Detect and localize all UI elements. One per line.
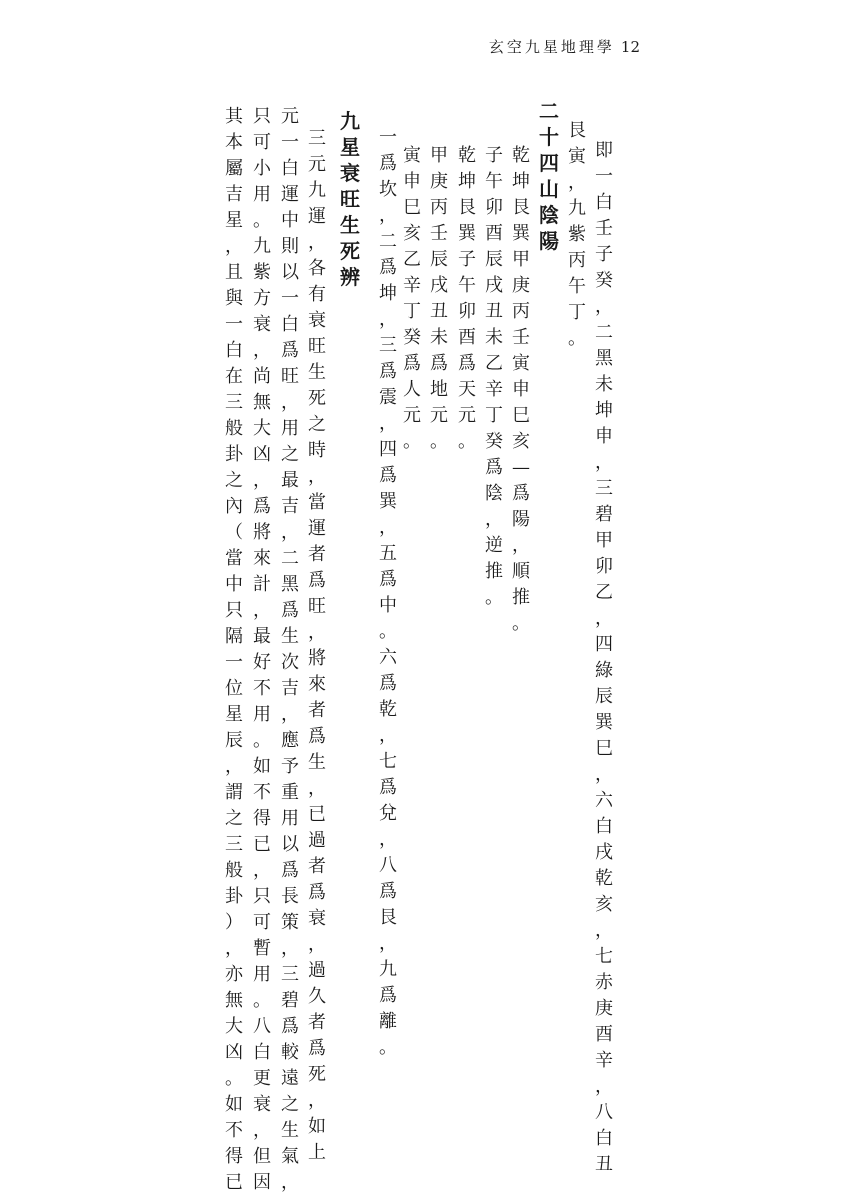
book-title: 玄空九星地理學 [488,38,615,56]
section-heading: 二 十 四 山 陰 陽 [539,99,559,253]
text-column: 三 元 九 運 ， 各 有 衰 旺 生 死 之 時 ， 當 運 者 爲 旺 ， 將 來 者 爲 生 ， 已 過 者 爲 衰 ， 過 久 者 爲 死 ， 如 上 [308,128,326,1163]
text-column: 艮 寅 ， 九 紫 丙 午 丁 。 [568,120,586,349]
text-column: 元 一 白 運 中 則 以 一 白 爲 旺 ， 用 之 最 吉 ， 二 黑 爲 生 次 吉 ， 應 予 重 用 以 爲 長 策 ， 三 碧 爲 較 遠 之 生 氣 ， [281,106,299,1193]
text-column: 只 可 小 用 。 九 紫 方 衰 ， 尚 無 大 凶 ， 爲 將 來 計 ， 最 好 不 用 。 如 不 得 已 ， 只 可 暫 用 。 八 白 更 衰 ， 但 因 [253,106,271,1193]
section-heading: 九 星 衰 旺 生 死 辨 [340,109,360,289]
page-number: 12 [620,38,640,56]
text-column: 甲 庚 丙 壬 辰 戌 丑 未 爲 地 元 。 [430,145,448,452]
text-column: 子 午 卯 酉 辰 戌 丑 未 乙 辛 丁 癸 爲 陰 ， 逆 推 。 [485,145,503,608]
text-column: 乾 坤 艮 巽 子 午 卯 酉 爲 天 元 。 [458,145,476,452]
text-column: 乾 坤 艮 巽 甲 庚 丙 壬 寅 申 巳 亥 — 爲 陽 ， 順 推 。 [512,145,530,634]
text-column: 寅 申 巳 亥 乙 辛 丁 癸 爲 人 元 。 [403,145,421,452]
text-column: 其 本 屬 吉 星 ， 且 與 一 白 在 三 般 卦 之 內 （ 當 中 只 隔 一 位 星 辰 ， 謂 之 三 般 卦 ） ， 亦 無 大 凶 。 如 不 得 已 [225,106,243,1193]
text-column: 即 一 白 壬 子 癸 ， 二 黑 未 坤 申 ， 三 碧 甲 卯 乙 ， 四 綠 辰 巽 巳 ， 六 白 戌 乾 亥 ， 七 赤 庚 酉 辛 ， 八 白 丑 [595,140,613,1175]
text-column: 一 爲 坎 ， 二 爲 坤 ， 三 爲 震 ， 四 爲 巽 ， 五 爲 中 。 六 爲 乾 ， 七 爲 兌 ， 八 爲 艮 ， 九 爲 離 。 [379,127,397,1058]
